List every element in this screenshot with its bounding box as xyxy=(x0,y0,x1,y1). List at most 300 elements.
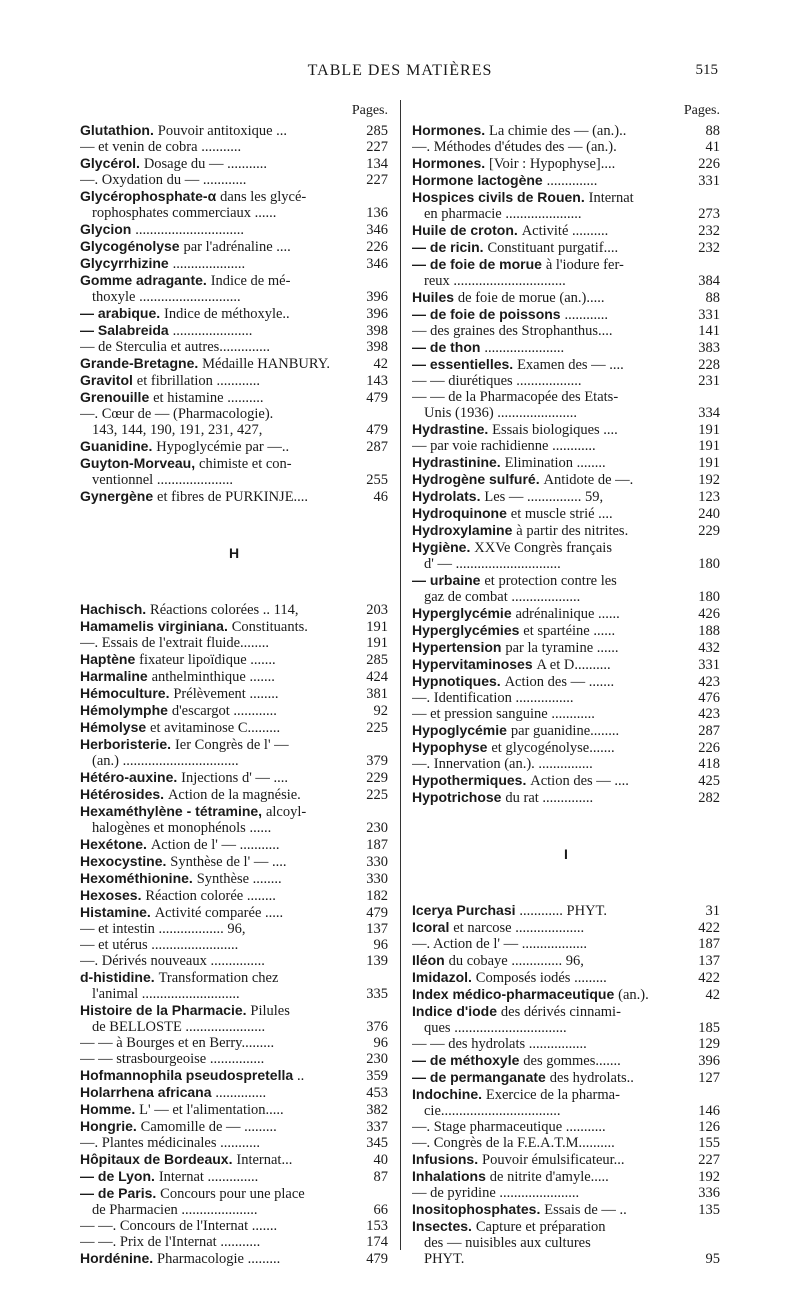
page-title: TABLE DES MATIÈRES xyxy=(307,62,493,79)
index-heading: Gynergène xyxy=(80,488,158,504)
page-ref: 335 xyxy=(366,986,388,1002)
index-heading: Hypothermiques. xyxy=(412,772,531,788)
page-ref: 127 xyxy=(698,1070,720,1086)
index-text: — de Sterculia et autres.............. xyxy=(80,339,271,355)
index-text: Elimination ........ xyxy=(504,455,606,471)
index-heading: Hémolyse xyxy=(80,719,151,735)
index-heading: Hospices civils de Rouen. xyxy=(412,189,589,205)
page-number: 515 xyxy=(695,62,718,78)
page-ref: 230 xyxy=(366,1051,388,1067)
index-text: Pilules xyxy=(250,1003,290,1019)
index-heading: Hydrastinine. xyxy=(412,454,505,470)
index-entry xyxy=(80,322,388,339)
page-ref: 203 xyxy=(366,602,388,618)
index-text: —. Identification ................ xyxy=(412,690,574,706)
index-text: Unis (1936) ...................... xyxy=(424,405,578,421)
index-heading: Iléon xyxy=(412,952,449,968)
index-heading: Hexaméthylène - tétramine, xyxy=(80,803,266,819)
pages-label: Pages. xyxy=(351,103,388,118)
index-entry xyxy=(412,690,720,706)
index-entry xyxy=(80,455,388,488)
page-ref: 379 xyxy=(366,753,388,769)
index-heading: Glycérophosphate-α xyxy=(80,188,221,204)
index-text: cie................................. xyxy=(424,1103,561,1119)
index-entry xyxy=(412,421,720,438)
index-text: Activité comparée ..... xyxy=(154,905,284,921)
page-ref: 232 xyxy=(698,223,720,239)
index-entry xyxy=(80,221,388,238)
index-entry xyxy=(412,139,720,155)
index-entry xyxy=(80,685,388,702)
index-heading: Hypoglycémie xyxy=(412,722,511,738)
page-ref: 96 xyxy=(373,937,388,953)
index-heading: Hydrogène sulfuré. xyxy=(412,471,544,487)
page-ref: 180 xyxy=(698,589,720,605)
page-ref: 191 xyxy=(366,619,388,635)
index-heading: Hydrastine. xyxy=(412,421,493,437)
index-text: Synthèse ........ xyxy=(196,871,282,887)
index-entry xyxy=(80,155,388,172)
page-ref: 137 xyxy=(366,921,388,937)
page-ref: 87 xyxy=(373,1169,388,1185)
index-text: Activité .......... xyxy=(521,223,609,239)
index-text: .. xyxy=(297,1068,305,1084)
page-ref: 191 xyxy=(698,422,720,438)
index-text: ............ PHYT. xyxy=(519,903,607,919)
index-heading: Hexométhionine. xyxy=(80,870,197,886)
index-text: — de pyridine ...................... xyxy=(412,1185,580,1201)
index-entry xyxy=(80,238,388,255)
page-ref: 240 xyxy=(698,506,720,522)
index-text: dans les glycé- xyxy=(220,189,307,205)
page-ref: 227 xyxy=(698,1152,720,1168)
index-entry xyxy=(412,572,720,605)
index-entry xyxy=(80,836,388,853)
index-heading: — de foie de poissons xyxy=(412,306,565,322)
index-text: d'escargot ............ xyxy=(171,703,277,719)
page-ref: 139 xyxy=(366,953,388,969)
page-ref: 66 xyxy=(373,1202,388,1218)
page-ref: 227 xyxy=(366,172,388,188)
index-heading: Hypnotiques. xyxy=(412,673,505,689)
page-ref: 331 xyxy=(698,657,720,673)
index-text: —. Dérivés nouveaux ............... xyxy=(80,953,265,969)
index-entry xyxy=(80,372,388,389)
index-text: Action de l' — ........... xyxy=(150,837,280,853)
index-entry xyxy=(80,736,388,769)
index-entry xyxy=(80,488,388,505)
index-heading: — de thon xyxy=(412,339,485,355)
index-entry xyxy=(80,786,388,803)
index-text: Les — ............... 59, xyxy=(484,489,604,505)
page-ref: 422 xyxy=(698,970,720,986)
index-text: —. Innervation (an.). ............... xyxy=(412,756,593,772)
index-entry xyxy=(412,505,720,522)
page-ref: 174 xyxy=(366,1234,388,1250)
page-ref: 330 xyxy=(366,871,388,887)
index-text: Action des — .... xyxy=(530,773,629,789)
index-text: —. Cœur de — (Pharmacologie). xyxy=(80,406,274,422)
index-text: anthelminthique ....... xyxy=(151,669,275,685)
index-text: .............................. xyxy=(135,222,244,238)
index-heading: Hypervitaminoses xyxy=(412,656,537,672)
index-text: rophosphates commerciaux ...... xyxy=(92,205,277,221)
index-entry xyxy=(80,438,388,455)
index-text: chimiste et con- xyxy=(199,456,292,472)
page-ref: 226 xyxy=(366,239,388,255)
index-heading: Hémoculture. xyxy=(80,685,174,701)
index-text: — —. Prix de l'Internat ........... xyxy=(80,1234,261,1250)
page-ref: 273 xyxy=(698,206,720,222)
index-text: Essais de — .. xyxy=(544,1202,627,1218)
index-text: et narcose ................... xyxy=(453,920,585,936)
page-ref: 425 xyxy=(698,773,720,789)
page-ref: 40 xyxy=(373,1152,388,1168)
index-heading: — de ricin. xyxy=(412,239,488,255)
index-text: (an.) ................................ xyxy=(92,753,239,769)
index-heading: Guanidine. xyxy=(80,438,157,454)
index-text: thoxyle ............................ xyxy=(92,289,241,305)
index-text: 143, 144, 190, 191, 231, 427, xyxy=(92,422,263,438)
index-text: de Pharmacien ..................... xyxy=(92,1202,258,1218)
page-ref: 285 xyxy=(366,123,388,139)
index-text: et histamine .......... xyxy=(153,390,264,406)
index-heading: Hypophyse xyxy=(412,739,492,755)
index-entry xyxy=(80,255,388,272)
index-text: — et pression sanguine ............ xyxy=(412,706,595,722)
index-entry xyxy=(80,122,388,139)
index-heading: — de foie de morue xyxy=(412,256,546,272)
left-column xyxy=(80,102,388,1267)
index-text: — et intestin .................. 96, xyxy=(80,921,246,937)
page-ref: 191 xyxy=(698,455,720,471)
index-text: du cobaye .............. 96, xyxy=(448,953,584,969)
index-text: adrénalinique ...... xyxy=(515,606,620,622)
index-entry xyxy=(80,1002,388,1035)
index-entry xyxy=(80,953,388,969)
index-heading: Hypertension xyxy=(412,639,506,655)
index-entry xyxy=(80,904,388,921)
index-entry xyxy=(80,1035,388,1051)
page-ref: 182 xyxy=(366,888,388,904)
page-ref: 336 xyxy=(698,1185,720,1201)
index-text: A et D.......... xyxy=(536,657,611,673)
index-text: et fibres de PURKINJE.... xyxy=(157,489,309,505)
page-ref: 227 xyxy=(366,139,388,155)
index-text: Ier Congrès de l' — xyxy=(174,737,289,753)
page-ref: 95 xyxy=(705,1251,720,1267)
page-ref: 334 xyxy=(698,405,720,421)
page-ref: 135 xyxy=(698,1202,720,1218)
index-text: et glycogénolyse....... xyxy=(491,740,615,756)
index-entry xyxy=(412,1119,720,1135)
index-entry xyxy=(412,1168,720,1185)
page-ref: 143 xyxy=(366,373,388,389)
index-heading: Glycogénolyse xyxy=(80,238,184,254)
index-text: —. Congrès de la F.E.A.T.M.......... xyxy=(412,1135,615,1151)
index-text: fixateur lipoïdique ....... xyxy=(139,652,276,668)
page-ref: 187 xyxy=(698,936,720,952)
index-heading: Grenouille xyxy=(80,389,154,405)
index-text: —. Méthodes d'études des — (an.). xyxy=(412,139,617,155)
index-entry xyxy=(412,1086,720,1119)
index-heading: — de Paris. xyxy=(80,1185,161,1201)
index-entry xyxy=(80,719,388,736)
index-entry xyxy=(412,1003,720,1036)
index-heading: Hormones. xyxy=(412,155,490,171)
index-heading: Index médico-pharmaceutique xyxy=(412,986,619,1002)
index-entry xyxy=(412,656,720,673)
index-entry xyxy=(80,389,388,406)
index-entry xyxy=(80,1168,388,1185)
index-heading: Glycyrrhizine xyxy=(80,255,173,271)
index-text: — par voie rachidienne ............ xyxy=(412,438,596,454)
page-ref: 41 xyxy=(705,139,720,155)
index-text: Pouvoir antitoxique ... xyxy=(157,123,288,139)
index-entry xyxy=(80,635,388,651)
index-heading: Hamamelis virginiana. xyxy=(80,618,232,634)
index-text: .............. xyxy=(546,173,598,189)
index-entry xyxy=(412,919,720,936)
index-entry xyxy=(412,936,720,952)
index-entry xyxy=(412,373,720,389)
page-ref: 185 xyxy=(698,1020,720,1036)
page-ref: 383 xyxy=(698,340,720,356)
right-column xyxy=(412,102,720,1267)
index-text: Exercice de la pharma- xyxy=(485,1087,620,1103)
index-text: du rat .............. xyxy=(505,790,594,806)
index-heading: Icerya Purchasi xyxy=(412,902,520,918)
index-heading: Glycion xyxy=(80,221,136,237)
page-ref: 422 xyxy=(698,920,720,936)
index-text: ques ............................... xyxy=(424,1020,567,1036)
index-entry xyxy=(412,1069,720,1086)
index-entry xyxy=(80,921,388,937)
page-ref: 331 xyxy=(698,307,720,323)
index-entry xyxy=(80,601,388,618)
page-ref: 46 xyxy=(373,489,388,505)
index-text: ...................... xyxy=(484,340,565,356)
page-ref: 228 xyxy=(698,357,720,373)
index-text: —. Plantes médicinales ........... xyxy=(80,1135,261,1151)
index-heading: Inositophosphates. xyxy=(412,1201,545,1217)
index-text: Réactions colorées .. 114, xyxy=(150,602,299,618)
index-text: par l'adrénaline .... xyxy=(183,239,291,255)
page-ref: 155 xyxy=(698,1135,720,1151)
index-text: Internat .............. xyxy=(158,1169,259,1185)
index-text: Pharmacologie ......... xyxy=(157,1251,281,1267)
index-entry xyxy=(412,706,720,722)
page-ref: 424 xyxy=(366,669,388,685)
index-entry xyxy=(412,772,720,789)
index-text: Capture et préparation xyxy=(475,1219,606,1235)
index-list-h xyxy=(80,601,388,1267)
index-entry xyxy=(80,339,388,355)
index-heading: Hyperglycémie xyxy=(412,605,516,621)
index-text: Synthèse de l' — .... xyxy=(170,854,287,870)
index-text: de BELLOSTE ...................... xyxy=(92,1019,266,1035)
index-heading: — essentielles. xyxy=(412,356,518,372)
section-letter-h: H xyxy=(228,545,240,561)
page-ref: 359 xyxy=(366,1068,388,1084)
section-letter-i: I xyxy=(564,846,568,862)
index-entry xyxy=(80,1051,388,1067)
index-entry xyxy=(412,902,720,919)
index-heading: Hémolymphe xyxy=(80,702,172,718)
page-ref: 88 xyxy=(705,123,720,139)
page-ref: 123 xyxy=(698,489,720,505)
page-ref: 192 xyxy=(698,472,720,488)
index-text: — — à Bourges et en Berry......... xyxy=(80,1035,275,1051)
index-entry xyxy=(412,1151,720,1168)
index-entry xyxy=(412,323,720,339)
index-heading: Histoire de la Pharmacie. xyxy=(80,1002,251,1018)
index-text: Action de la magnésie. xyxy=(167,787,301,803)
index-entry xyxy=(80,355,388,372)
index-entry xyxy=(412,256,720,289)
index-entry xyxy=(412,722,720,739)
index-entry xyxy=(80,769,388,786)
index-text: Pouvoir émulsificateur... xyxy=(482,1152,625,1168)
index-heading: Herboristerie. xyxy=(80,736,175,752)
index-text: La chimie des — (an.).. xyxy=(489,123,627,139)
index-text: Essais biologiques .... xyxy=(492,422,618,438)
index-entry xyxy=(412,122,720,139)
page-ref: 232 xyxy=(698,240,720,256)
index-heading: Hormone lactogène xyxy=(412,172,547,188)
page-ref: 229 xyxy=(698,523,720,539)
page-ref: 231 xyxy=(698,373,720,389)
page-ref: 432 xyxy=(698,640,720,656)
page-ref: 346 xyxy=(366,222,388,238)
index-heading: — arabique. xyxy=(80,305,165,321)
index-heading: Hormones. xyxy=(412,122,490,138)
page-ref: 396 xyxy=(698,1053,720,1069)
index-entry xyxy=(412,306,720,323)
page-ref: 134 xyxy=(366,156,388,172)
index-heading: Grande-Bretagne. xyxy=(80,355,203,371)
index-text: Internat xyxy=(588,190,634,206)
page-ref: 230 xyxy=(366,820,388,836)
index-text: ...................... xyxy=(172,323,253,339)
index-text: Constituant purgatif.... xyxy=(487,240,619,256)
index-heading: d-histidine. xyxy=(80,969,159,985)
index-heading: Hexoses. xyxy=(80,887,146,903)
index-entry xyxy=(412,789,720,806)
index-heading: Hétérosides. xyxy=(80,786,168,802)
index-heading: Hydroquinone xyxy=(412,505,511,521)
index-entry xyxy=(80,305,388,322)
index-heading: Glutathion. xyxy=(80,122,158,138)
index-entry xyxy=(80,406,388,438)
page-ref: 129 xyxy=(698,1036,720,1052)
index-entry xyxy=(412,1135,720,1151)
index-entry xyxy=(412,756,720,772)
page-ref: 337 xyxy=(366,1119,388,1135)
index-text: — — de la Pharmacopée des Etats- xyxy=(412,389,619,405)
index-text: et fibrillation ............ xyxy=(136,373,261,389)
page-ref: 398 xyxy=(366,339,388,355)
page-ref: 423 xyxy=(698,706,720,722)
page-header xyxy=(0,62,800,86)
index-text: — — strasbourgeoise ............... xyxy=(80,1051,265,1067)
index-text: — —. Concours de l'Internat ....... xyxy=(80,1218,278,1234)
index-heading: Holarrhena africana xyxy=(80,1084,216,1100)
index-entry xyxy=(80,272,388,305)
index-entry xyxy=(412,289,720,306)
index-text: —. Action de l' — .................. xyxy=(412,936,587,952)
index-text: Examen des — .... xyxy=(517,357,624,373)
index-entry xyxy=(412,471,720,488)
index-entry xyxy=(412,172,720,189)
index-text: —. Oxydation du — ............ xyxy=(80,172,247,188)
index-heading: Indochine. xyxy=(412,1086,486,1102)
index-heading: Harmaline xyxy=(80,668,152,684)
index-entry xyxy=(80,937,388,953)
index-text: —. Stage pharmaceutique ........... xyxy=(412,1119,606,1135)
index-text: —. Essais de l'extrait fluide........ xyxy=(80,635,270,651)
page-ref: 137 xyxy=(698,953,720,969)
index-text: et avitaminose C......... xyxy=(150,720,281,736)
index-entry xyxy=(80,172,388,188)
index-text: et muscle strié .... xyxy=(510,506,613,522)
index-entry xyxy=(80,651,388,668)
index-entry xyxy=(412,969,720,986)
index-text: .............. xyxy=(215,1085,267,1101)
index-text: Camomille de — ......... xyxy=(140,1119,277,1135)
page-ref: 479 xyxy=(366,905,388,921)
index-text: .................... xyxy=(172,256,246,272)
index-heading: Inhalations xyxy=(412,1168,490,1184)
index-text: Internat... xyxy=(236,1152,293,1168)
index-entry xyxy=(412,454,720,471)
page-ref: 453 xyxy=(366,1085,388,1101)
index-text: à partir des nitrites. xyxy=(516,523,629,539)
index-heading: Hygiène. xyxy=(412,539,475,555)
page-ref: 476 xyxy=(698,690,720,706)
index-text: alcoyl- xyxy=(265,804,307,820)
index-entry xyxy=(80,1218,388,1234)
index-entry xyxy=(80,702,388,719)
index-text: à l'iodure fer- xyxy=(545,257,624,273)
index-heading: Hétéro-auxine. xyxy=(80,769,182,785)
page-ref: 226 xyxy=(698,156,720,172)
index-entry xyxy=(80,803,388,836)
page-ref: 384 xyxy=(698,273,720,289)
index-text: — et utérus ........................ xyxy=(80,937,239,953)
index-entry xyxy=(412,1218,720,1267)
index-text: Injections d' — .... xyxy=(181,770,289,786)
index-text: Antidote de —. xyxy=(543,472,634,488)
index-entry xyxy=(412,986,720,1003)
page-ref: 42 xyxy=(373,356,388,372)
page-ref: 285 xyxy=(366,652,388,668)
index-heading: Hordénine. xyxy=(80,1250,158,1266)
index-heading: — de Lyon. xyxy=(80,1168,159,1184)
index-entry xyxy=(412,438,720,454)
index-text: XXVe Congrès français xyxy=(474,540,612,556)
index-text: l'animal ........................... xyxy=(92,986,240,1002)
index-text: Dosage du — ........... xyxy=(143,156,268,172)
index-entry xyxy=(80,1101,388,1118)
index-text: de nitrite d'amyle..... xyxy=(489,1169,609,1185)
page-ref: 398 xyxy=(366,323,388,339)
page-ref: 88 xyxy=(705,290,720,306)
index-text: Composés iodés ......... xyxy=(475,970,607,986)
index-heading: Indice d'iode xyxy=(412,1003,501,1019)
index-text: — et venin de cobra ........... xyxy=(80,139,242,155)
index-text: Transformation chez xyxy=(158,970,279,986)
